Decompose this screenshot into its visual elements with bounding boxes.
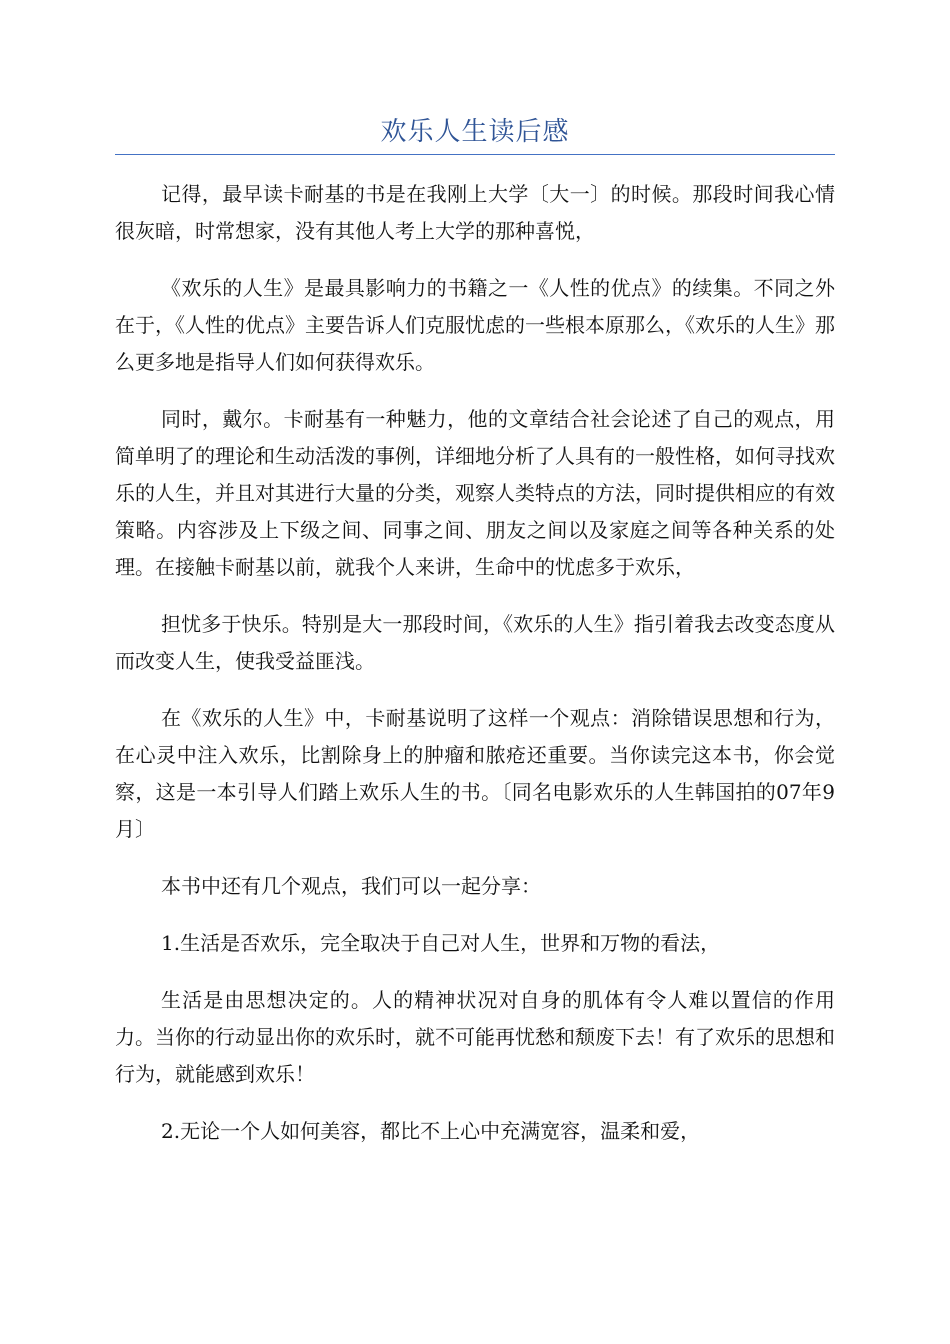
paragraph-1: 记得，最早读卡耐基的书是在我刚上大学〔大一〕的时候。那段时间我心情很灰暗，时常想家，没有其他人考上大学的那种喜悦， (115, 182, 835, 243)
title-underline-divider (115, 154, 835, 155)
paragraph-7: 1.生活是否欢乐，完全取决于自己对人生，世界和万物的看法， (161, 931, 721, 955)
paragraph-2: 《欢乐的人生》是最具影响力的书籍之一《人性的优点》的续集。不同之外在于，《人性的优点》主要告诉人们克服忧虑的一些根本原那么，《欢乐的人生》那么更多地是指导人们如何获得欢乐。 (115, 276, 835, 374)
document-body (115, 176, 835, 1170)
document-title: 欢乐人生读后感 (380, 117, 570, 147)
paragraph-8: 生活是由思想决定的。人的精神状况对自身的肌体有令人难以置信的作用力。当你的行动显出你的欢乐时，就不可能再忧愁和颓废下去！有了欢乐的思想和行为，就能感到欢乐！ (115, 988, 835, 1086)
paragraph-5: 在《欢乐的人生》中，卡耐基说明了这样一个观点：消除错误思想和行为，在心灵中注入欢乐，比割除身上的肿瘤和脓疮还重要。当你读完这本书，你会觉察，这是一本引导人们踏上欢乐人生的书。〔同名电影欢乐的人生韩国拍的07年9月〕 (115, 706, 835, 841)
paragraph-6: 本书中还有几个观点，我们可以一起分享： (161, 874, 541, 898)
paragraph-4: 担忧多于快乐。特别是大一那段时间，《欢乐的人生》指引着我去改变态度从而改变人生，使我受益匪浅。 (115, 612, 835, 673)
paragraph-3: 同时，戴尔。卡耐基有一种魅力，他的文章结合社会论述了自己的观点，用简单明了的理论和生动活泼的事例，详细地分析了人具有的一般性格，如何寻找欢乐的人生，并且对其进行大量的分类，观察人类特点的方法，同时提供相应的有效策略。内容涉及上下级之间、同事之间、朋友之间以及家庭之间等各种关系的处理。在接触卡耐基以前，就我个人来讲，生命中的忧虑多于欢乐， (115, 407, 835, 579)
paragraph-9: 2.无论一个人如何美容，都比不上心中充满宽容，温柔和爱， (161, 1119, 701, 1143)
